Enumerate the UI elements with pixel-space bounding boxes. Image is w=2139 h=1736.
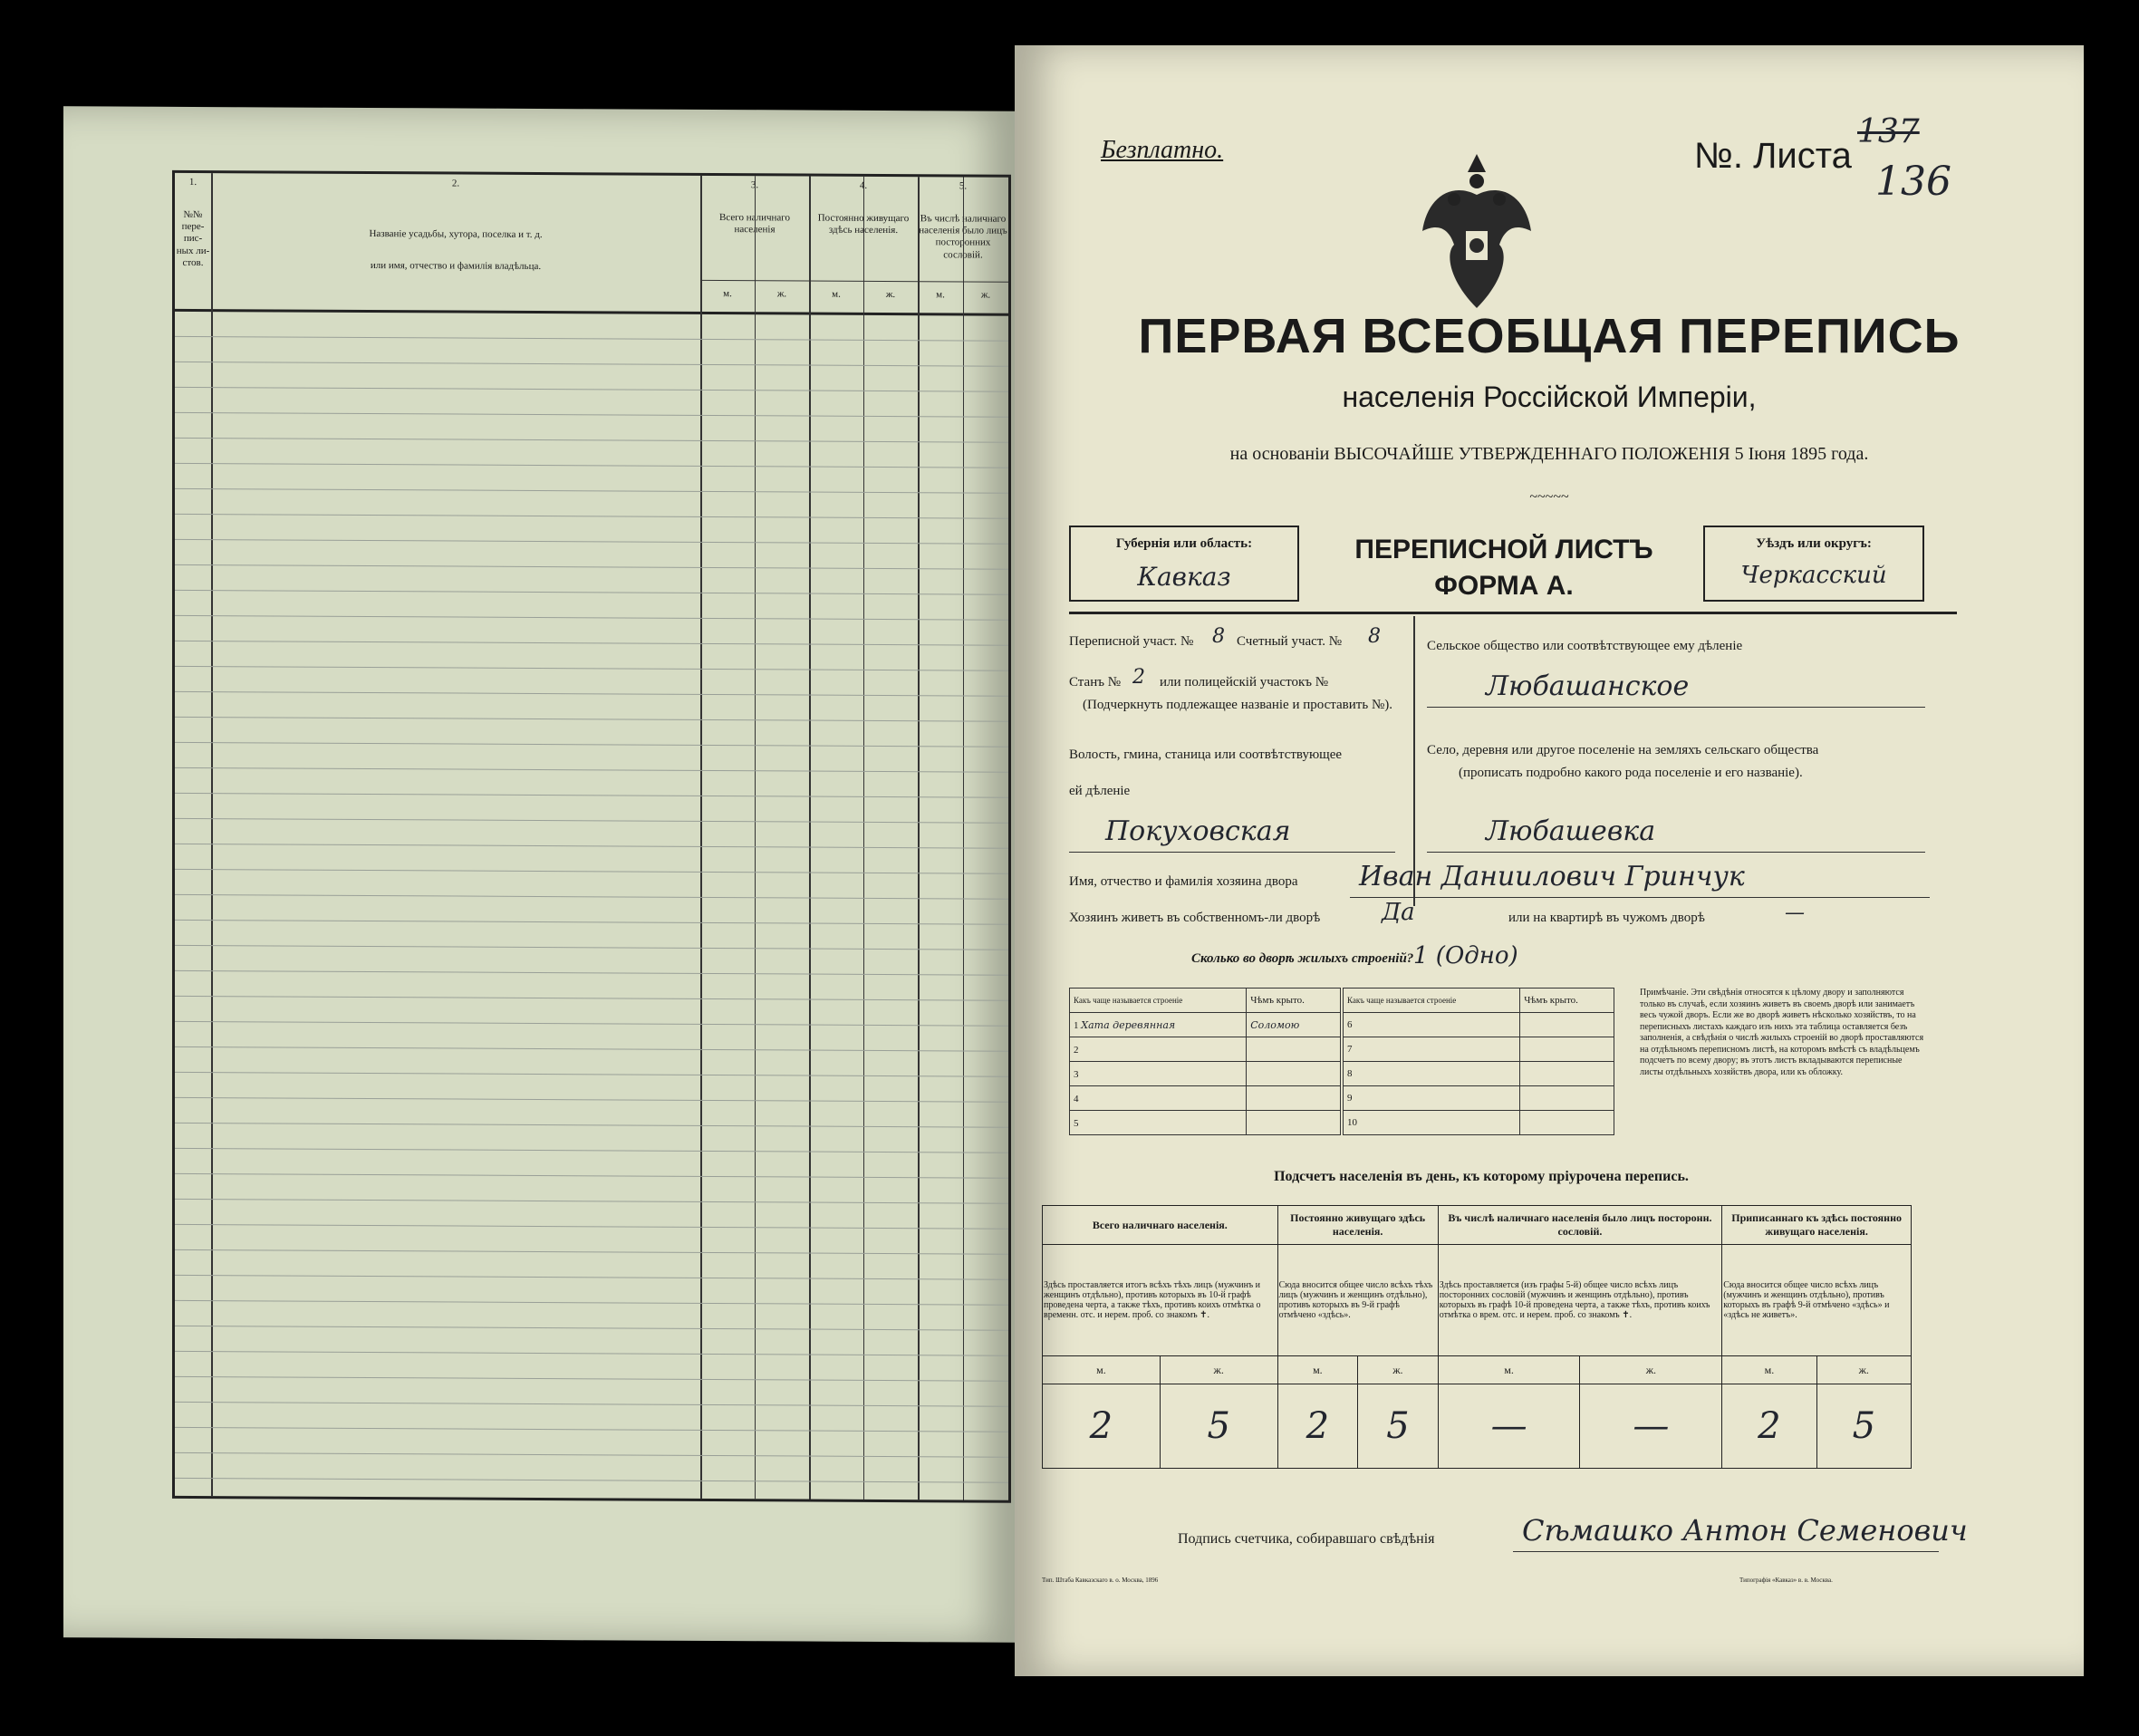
volost-value: Покуховская <box>1105 815 1291 847</box>
header-rule <box>1069 612 1957 614</box>
row-number: 9 <box>1344 1086 1520 1111</box>
printer-imprint-right: Типографія «Кавказ» в. в. Москва. <box>1739 1577 1833 1584</box>
column-rule <box>700 176 702 1499</box>
row-number: 10 <box>1344 1111 1520 1135</box>
volost-label: Волость, гмина, станица или соотвѣтствующее <box>1069 747 1343 762</box>
note-paragraph: Примѣчаніе. Эти свѣдѣнія относятся к цѣлому двору и заполняются только въ случаѣ, если хозяинъ живетъ въ своемъ дворѣ или занимаетъ весь чужой дворъ. Если же во дворѣ живетъ нѣсколько хозяйствъ, то на переписныхъ листахъ каждаго изъ нихъ эта таблица оставляется безъ заполненія, а свѣдѣнія о числѣ жилыхъ строеній во дворѣ проставляются на отдѣльномъ переписномъ листѣ, на которомъ вмѣстѣ съ владѣльцемъ подсчетъ по всему двору; въ этотъ листъ вкладываются переписные листы отдѣльныхъ хозяйствъ двора, или къ обложку. <box>1640 988 1924 1077</box>
uezd-box <box>1703 526 1924 602</box>
row-number: 4 <box>1074 1093 1079 1104</box>
count-note: Сюда вносится общее число всѣхъ лицъ (мужчинъ и женщинъ отдѣльно), противъ которыхъ въ графѣ 9-й отмѣчено «здѣсь» и «здѣсь не живетъ». <box>1722 1245 1912 1356</box>
right-page <box>1015 45 2084 1676</box>
selo-line <box>1427 852 1925 853</box>
column-rule <box>863 177 864 1500</box>
sub-m: м. <box>1722 1356 1816 1384</box>
count-header: Всего наличнаго населенія. <box>1043 1206 1278 1245</box>
building-row <box>1344 1013 1614 1037</box>
obshchestvo-line <box>1427 707 1925 708</box>
roof-cell <box>1520 1037 1614 1062</box>
left-page <box>63 106 1015 1642</box>
guberniya-box <box>1069 526 1299 602</box>
ledger-row-rule <box>175 1249 1008 1255</box>
count-header: Въ числѣ наличнаго населенія было лицъ посторонн. сословій. <box>1438 1206 1722 1245</box>
ledger-row-rule <box>175 894 1008 900</box>
row-number: 5 <box>1074 1117 1079 1129</box>
building-row <box>1344 1062 1614 1086</box>
ledger-row-rule <box>175 1046 1008 1052</box>
ledger-row-rule <box>175 412 1008 418</box>
ledger-row-rule <box>175 1402 1008 1407</box>
count-value: 2 <box>1043 1384 1161 1469</box>
col-number: 3. <box>750 179 759 191</box>
roof-cell <box>1247 1111 1341 1135</box>
col5-header: Въ числѣ наличнаго населенія было лицъ посторонних сословій. <box>919 213 1007 261</box>
ledger-row-rule <box>175 1326 1008 1331</box>
ledger-row-rule <box>175 362 1008 367</box>
col-number: 4. <box>859 179 868 191</box>
ledger-row-rule <box>175 691 1008 697</box>
count-title: Подсчетъ населенія въ день, къ которому пріурочена перепись. <box>1274 1169 1689 1184</box>
sheet-number-struck: 137 <box>1857 113 1920 150</box>
roof-cell: Соломою <box>1247 1013 1341 1037</box>
ledger-row-rule <box>175 615 1008 621</box>
roof-cell <box>1520 1062 1614 1086</box>
sub-m: м. <box>1043 1356 1161 1384</box>
count-header: Приписаннаго къ здѣсь постоянно живущаго населенія. <box>1722 1206 1912 1245</box>
col1-header: №№ пере- пис- ных ли- стов. <box>176 208 210 268</box>
census-basis: на основаніи ВЫСОЧАЙШЕ УТВЕРЖДЕННАГО ПОЛОЖЕНІЯ 5 Іюня 1895 года. <box>1229 444 1869 464</box>
sub-zh: ж. <box>776 288 787 300</box>
column-rule <box>963 177 964 1500</box>
ledger-row-rule <box>175 1097 1008 1103</box>
ledger-table <box>172 170 1011 1503</box>
col-number: 2. <box>451 178 460 189</box>
count-value: 2 <box>1277 1384 1358 1469</box>
ledger-row-rule <box>175 438 1008 443</box>
selo-label: Село, деревня или другое поселеніе на земляхъ сельскаго общества <box>1427 743 1819 757</box>
sheet-number-written: 136 <box>1875 159 1951 205</box>
count-value: 2 <box>1722 1384 1816 1469</box>
schetny-label: Счетный участ. № <box>1237 634 1343 649</box>
owner-value: Иван Даниилович Гринчук <box>1359 861 1745 892</box>
perepisnoy-value: 8 <box>1212 625 1225 648</box>
ornament-divider: ~~~~~ <box>1529 489 1569 505</box>
sub-zh: ж. <box>980 289 991 301</box>
underline-note: (Подчеркнуть подлежащее названіе и проставить №). <box>1083 698 1392 712</box>
count-value: — <box>1580 1384 1722 1469</box>
population-count-table <box>1042 1205 1912 1469</box>
ledger-row-rule <box>175 818 1008 824</box>
form-subtitle: ФОРМА А. <box>1434 571 1574 601</box>
sub-m: м. <box>1438 1356 1580 1384</box>
selo-value: Любашевка <box>1486 815 1656 847</box>
census-title: ПЕРВАЯ ВСЕОБЩАЯ ПЕРЕПИСЬ <box>1138 309 1961 363</box>
column-rule <box>755 176 756 1499</box>
ledger-row-rule <box>175 793 1008 798</box>
bld-col1-header: Какъ чаще называется строеніе <box>1070 989 1247 1013</box>
count-note: Здѣсь проставляется (изъ графы 5-й) общее число всѣхъ лицъ посторонних сословій (мужчинъ и женщинъ отдѣльно), противъ которыхъ въ графѣ 10-й проведена черта, а также тѣхъ, противъ коихъ отмѣтка о врем. отс. и нерем. проб. со знакомъ ✝. <box>1438 1245 1722 1356</box>
building-name: Хата деревянная <box>1081 1018 1176 1031</box>
count-value: — <box>1438 1384 1580 1469</box>
count-value: 5 <box>1816 1384 1911 1469</box>
ledger-row-rule <box>175 869 1008 874</box>
building-row <box>1344 1111 1614 1135</box>
census-subtitle: населенія Россійской Имперіи, <box>1342 381 1757 413</box>
sub-zh: ж. <box>1816 1356 1911 1384</box>
sub-zh: ж. <box>1160 1356 1277 1384</box>
stan-value: 2 <box>1132 666 1145 689</box>
roof-cell <box>1247 1037 1341 1062</box>
ledger-row-rule <box>175 1275 1008 1280</box>
sub-zh: ж. <box>885 289 896 301</box>
col3-header: Всего наличнаго населенія <box>718 212 790 236</box>
ledger-row-rule <box>175 1478 1008 1483</box>
ledger-row-rule <box>175 1021 1008 1027</box>
building-name-cell <box>1070 1062 1247 1086</box>
rent-label: или на квартирѣ въ чужомъ дворѣ <box>1508 911 1705 925</box>
ledger-row-rule <box>175 590 1008 595</box>
col-number: 1. <box>188 176 198 188</box>
ledger-row-rule <box>175 767 1008 773</box>
obshchestvo-value: Любашанское <box>1486 670 1690 702</box>
printer-imprint-left: Тип. Штаба Кавказскаго в. о. Москва, 1896 <box>1042 1577 1159 1584</box>
ledger-row-rule <box>175 336 1008 342</box>
row-number: 1 <box>1074 1019 1079 1031</box>
signature-label: Подпись счетчика, собиравшаго свѣдѣнія <box>1178 1531 1435 1547</box>
roof-cell <box>1247 1086 1341 1111</box>
selo-note: (прописать подробно какого рода поселеніе и его названіе). <box>1459 766 1803 780</box>
schetny-value: 8 <box>1368 625 1381 648</box>
stan-label: Станъ № <box>1069 675 1122 690</box>
building-row <box>1070 1062 1341 1086</box>
volost-line <box>1069 852 1395 853</box>
owner-line <box>1350 897 1930 898</box>
owner-label: Имя, отчество и фамилія хозяина двора <box>1069 874 1298 889</box>
volost-label-2: ей дѣленіе <box>1069 784 1131 798</box>
ledger-row-rule <box>175 1173 1008 1179</box>
ledger-row-rule <box>175 666 1008 671</box>
ledger-row-rule <box>175 1351 1008 1356</box>
ledger-row-rule <box>175 717 1008 722</box>
building-name-cell <box>1070 1013 1247 1037</box>
signature-line <box>1513 1551 1939 1552</box>
row-number: 8 <box>1344 1062 1520 1086</box>
ledger-row-rule <box>175 1300 1008 1306</box>
bld-col1-header: Какъ чаще называется строеніе <box>1344 989 1520 1013</box>
double-headed-eagle-emblem <box>1413 145 1540 326</box>
guberniya-value: Кавказ <box>1137 562 1231 592</box>
ledger-row-rule <box>175 387 1008 392</box>
ledger-row-rule <box>175 641 1008 646</box>
sub-zh: ж. <box>1358 1356 1439 1384</box>
ledger-row-rule <box>175 1072 1008 1077</box>
sub-m: м. <box>936 289 945 301</box>
col2-header-2: или имя, отчество и фамилія владѣльца. <box>370 260 542 273</box>
ledger-row-rule <box>175 488 1008 494</box>
sub-m: м. <box>832 288 841 300</box>
building-row <box>1070 1111 1341 1135</box>
column-rule <box>918 177 920 1500</box>
ledger-row-rule <box>175 1148 1008 1153</box>
row-number: 6 <box>1344 1013 1520 1037</box>
building-name-cell <box>1070 1037 1247 1062</box>
sub-zh: ж. <box>1580 1356 1722 1384</box>
buildings-table-1 <box>1069 988 1341 1135</box>
building-row <box>1070 1013 1341 1037</box>
ledger-row-rule <box>175 463 1008 468</box>
ledger-row-rule <box>175 1376 1008 1382</box>
ledger-row-rule <box>175 945 1008 950</box>
ledger-row-rule <box>175 1427 1008 1432</box>
row-number: 2 <box>1074 1044 1079 1056</box>
form-title: ПЕРЕПИСНОЙ ЛИСТЪ <box>1354 535 1653 564</box>
sub-m: м. <box>723 288 732 300</box>
police-label: или полицейскій участокъ № <box>1160 675 1329 690</box>
buildings-value: 1 (Одно) <box>1413 942 1518 969</box>
roof-cell <box>1520 1086 1614 1111</box>
ledger-row-rule <box>175 996 1008 1001</box>
uezd-label: Уѣздъ или округъ: <box>1756 536 1872 551</box>
rent-value: — <box>1785 902 1805 924</box>
ledger-row-rule <box>175 514 1008 519</box>
ledger-row-rule <box>175 970 1008 976</box>
perepisnoy-label: Переписной участ. № <box>1069 634 1194 649</box>
uezd-value: Черкасский <box>1740 562 1887 589</box>
row-number: 7 <box>1344 1037 1520 1062</box>
column-rule <box>809 177 811 1500</box>
building-name-cell <box>1070 1111 1247 1135</box>
building-row <box>1070 1086 1341 1111</box>
ledger-row-rule <box>175 539 1008 545</box>
buildings-label: Сколько во дворѣ жилыхъ строеній? <box>1191 951 1414 966</box>
ledger-row-rule <box>175 1452 1008 1458</box>
own-house-value: Да <box>1382 899 1415 926</box>
sheet-number-label: №. Листа <box>1694 136 1852 176</box>
free-label: Безплатно. <box>1101 136 1224 164</box>
ledger-row-rule <box>175 1224 1008 1230</box>
count-value: 5 <box>1358 1384 1439 1469</box>
ledger-header <box>175 173 1008 316</box>
column-rule <box>211 173 213 1496</box>
col4-header: Постоянно живущаго здѣсь населенія. <box>817 212 910 236</box>
subheader-rule <box>700 280 1008 283</box>
ledger-row-rule <box>175 742 1008 747</box>
obshchestvo-label: Сельское общество или соотвѣтствующее ему дѣленіе <box>1427 639 1743 653</box>
roof-cell <box>1520 1013 1614 1037</box>
col2-header: Названіе усадьбы, хутора, поселка и т. д. <box>369 228 543 241</box>
col-number: 5. <box>959 180 968 192</box>
sub-m: м. <box>1277 1356 1358 1384</box>
signature-value: Сѣмашко Антон Семенович <box>1522 1513 1968 1548</box>
ledger-row-rule <box>175 920 1008 925</box>
roof-cell <box>1247 1062 1341 1086</box>
guberniya-label: Губернія или область: <box>1115 536 1253 551</box>
roof-cell <box>1520 1111 1614 1135</box>
count-header: Постоянно живущаго здѣсь населенія. <box>1277 1206 1438 1245</box>
row-number: 3 <box>1074 1068 1079 1080</box>
building-row <box>1344 1037 1614 1062</box>
ledger-row-rule <box>175 844 1008 849</box>
own-house-label: Хозяинъ живетъ въ собственномъ-ли дворѣ <box>1069 911 1321 925</box>
bld-col2-header: Чѣмъ крыто. <box>1247 989 1341 1013</box>
buildings-table-2 <box>1343 988 1614 1135</box>
count-note: Сюда вносится общее число всѣхъ тѣхъ лицъ (мужчинъ и женщинъ отдѣльно), противъ которыхъ въ 9-й графѣ отмѣчено «здѣсь». <box>1277 1245 1438 1356</box>
count-note: Здѣсь проставляется итогъ всѣхъ тѣхъ лицъ (мужчинъ и женщинъ отдѣльно), противъ которыхъ въ 10-й графѣ проведена черта, а также тѣхъ, противъ коихъ отмѣтка о временн. отс. и нерем. проб. со знакомъ ✝. <box>1043 1245 1278 1356</box>
building-row <box>1344 1086 1614 1111</box>
building-name-cell <box>1070 1086 1247 1111</box>
building-row <box>1070 1037 1341 1062</box>
count-value: 5 <box>1160 1384 1277 1469</box>
ledger-row-rule <box>175 564 1008 570</box>
bld-col2-header: Чѣмъ крыто. <box>1520 989 1614 1013</box>
ledger-row-rule <box>175 1199 1008 1204</box>
ledger-row-rule <box>175 1123 1008 1128</box>
